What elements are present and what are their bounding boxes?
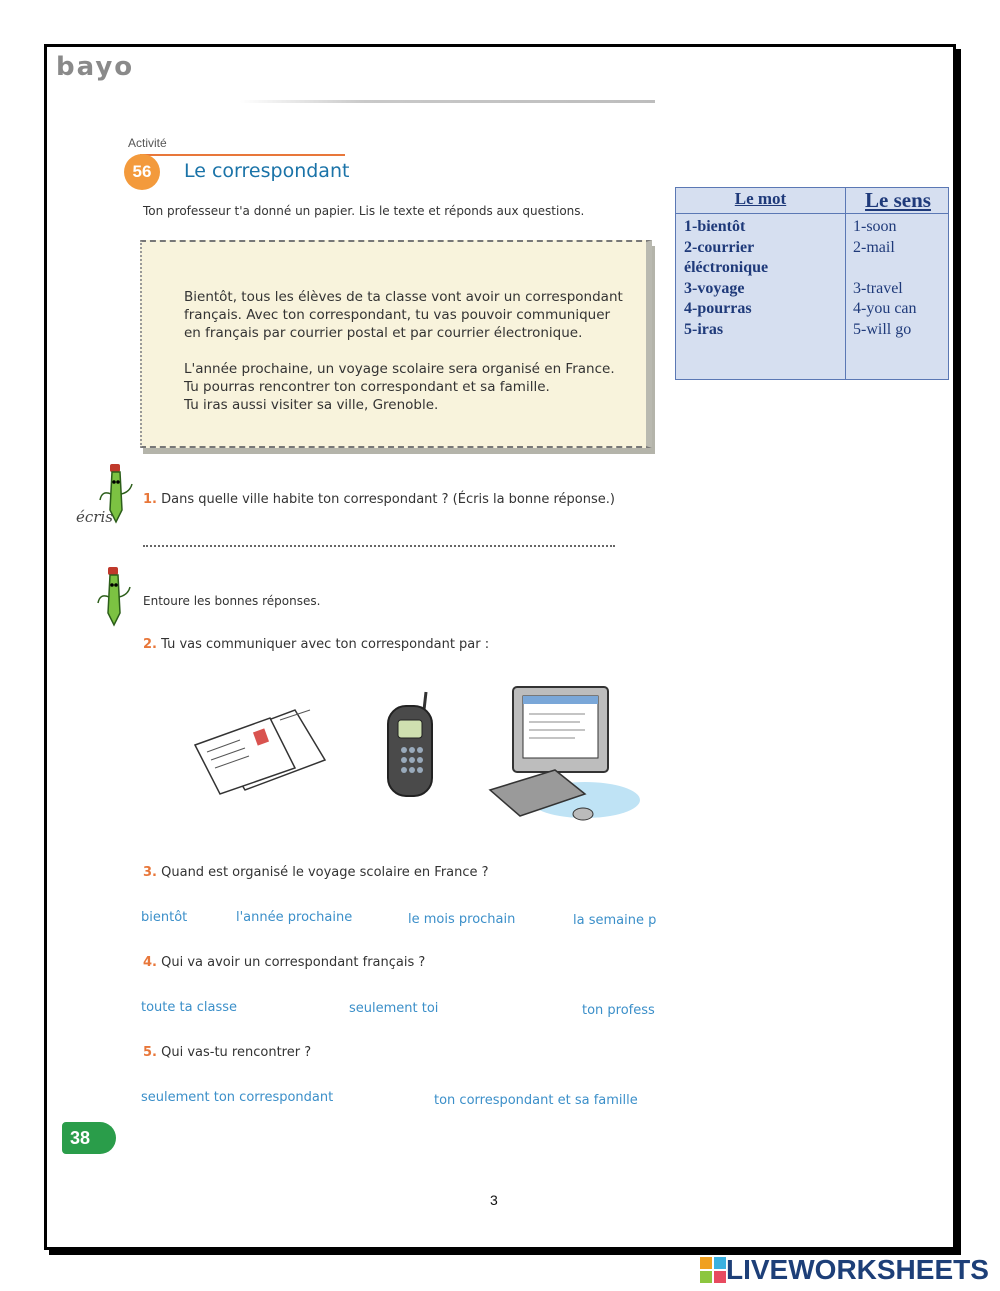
ecris-label: écris [76, 508, 113, 526]
answer-option[interactable]: ton profess [582, 1003, 655, 1018]
answer-option[interactable]: la semaine p [573, 913, 656, 928]
key [417, 757, 423, 763]
word-item: éléctronique [684, 259, 769, 276]
question-text: Dans quelle ville habite ton correspondant ? (Écris la bonne réponse.) [161, 492, 615, 507]
question-number: 1. [143, 492, 157, 507]
key [417, 747, 423, 753]
reading-line: Tu pourras rencontrer ton correspondant et sa famille. [184, 379, 550, 395]
question-number: 3. [143, 865, 157, 880]
vocab-table [675, 187, 949, 380]
answer-option[interactable]: toute ta classe [141, 1000, 237, 1015]
reading-paragraph-2 [184, 360, 629, 414]
meaning-item: 3-travel [853, 279, 903, 297]
logo-text: bayo [56, 52, 135, 82]
answer-option[interactable]: seulement ton correspondant [141, 1090, 334, 1105]
pencil-eye [112, 480, 116, 484]
key [409, 747, 415, 753]
question-3 [143, 865, 489, 880]
word-item: 5-iras [684, 320, 724, 338]
mobile-phone-icon[interactable] [378, 690, 448, 800]
entoure-instruction: Entoure les bonnes réponses. [143, 594, 321, 608]
phone-screen [398, 720, 422, 738]
mouse [573, 808, 593, 820]
answer-line-input[interactable] [143, 545, 615, 547]
pencil-eye [110, 583, 114, 587]
grid-cell [700, 1257, 712, 1269]
header-rule [240, 100, 655, 103]
pencil-character-icon [90, 565, 134, 631]
book-page-badge: 38 [62, 1122, 116, 1154]
reading-line: Tu iras aussi visiter sa ville, Grenoble. [184, 397, 439, 413]
pencil-cap [108, 567, 118, 575]
question-text: Tu vas communiquer avec ton correspondant par : [161, 637, 490, 652]
pencil-arm [100, 493, 111, 500]
question-2 [143, 637, 489, 652]
liveworksheets-wordmark: LIVEWORKSHEETS [726, 1254, 989, 1285]
question-1 [143, 492, 615, 507]
header-meaning: Le sens [865, 188, 931, 212]
key [401, 747, 407, 753]
meaning-list [853, 217, 948, 340]
key [401, 757, 407, 763]
grid-cell [700, 1271, 712, 1283]
reading-text-box [140, 240, 652, 448]
word-item: 2-courrier [684, 238, 755, 256]
table-column-divider [845, 188, 846, 379]
instruction-text: Ton professeur t'a donné un papier. Lis le texte et réponds aux questions. [143, 204, 585, 218]
monitor-screen [523, 696, 598, 758]
meaning-item: 5-will go [853, 320, 912, 338]
meaning-item: 2-mail [853, 238, 895, 256]
word-item: 1-bientôt [684, 218, 746, 235]
pencil-cap [110, 464, 120, 472]
page-number: 3 [490, 1192, 498, 1208]
activity-rule [140, 154, 345, 156]
word-item: 4-pourras [684, 300, 752, 317]
envelope-letters-icon[interactable] [185, 690, 335, 800]
pencil-arm [119, 587, 130, 597]
word-item: 3-voyage [684, 279, 745, 297]
key [417, 767, 423, 773]
meaning-item: 4-you can [853, 300, 917, 317]
key [409, 767, 415, 773]
activity-title: Le correspondant [184, 160, 350, 182]
question-text: Quand est organisé le voyage scolaire en France ? [161, 865, 489, 880]
table-header-divider [676, 213, 948, 214]
activity-label: Activité [128, 136, 167, 150]
logo [56, 52, 134, 82]
antenna [424, 692, 426, 710]
computer-icon[interactable] [485, 682, 640, 822]
pencil-eye [114, 583, 118, 587]
reading-paragraph-1: Bientôt, tous les élèves de ta classe vont avoir un correspondant français. Avec ton correspondant, tu vas pouvoir communiquer en français par courrier postal et par courrier électronique. [184, 289, 623, 341]
question-number: 5. [143, 1045, 157, 1060]
liveworksheets-logo[interactable] [700, 1255, 989, 1285]
grid-cell [714, 1271, 726, 1283]
question-text: Qui vas-tu rencontrer ? [161, 1045, 312, 1060]
answer-option[interactable]: l'année prochaine [236, 910, 353, 925]
question-text: Qui va avoir un correspondant français ? [161, 955, 426, 970]
answer-option[interactable]: bientôt [141, 910, 188, 925]
header-word: Le mot [734, 189, 787, 208]
window-titlebar [523, 696, 598, 704]
pencil-eye [116, 480, 120, 484]
key [401, 767, 407, 773]
key [409, 757, 415, 763]
answer-option[interactable]: seulement toi [349, 1001, 439, 1016]
meaning-item: 1-soon [853, 218, 897, 235]
question-number: 4. [143, 955, 157, 970]
reading-line: L'année prochaine, un voyage scolaire sera organisé en France. [184, 361, 615, 377]
question-4 [143, 955, 425, 970]
meaning-item [853, 258, 948, 279]
pencil-arm [121, 484, 132, 494]
answer-option[interactable]: le mois prochain [408, 912, 516, 927]
grid-cell [714, 1257, 726, 1269]
activity-number-badge: 56 [124, 154, 160, 190]
pencil-arm [98, 596, 109, 603]
question-number: 2. [143, 637, 157, 652]
word-list [684, 217, 844, 340]
pencil-body [108, 575, 120, 625]
liveworksheets-grid-icon [700, 1257, 726, 1283]
question-5 [143, 1045, 311, 1060]
answer-option[interactable]: ton correspondant et sa famille [434, 1093, 638, 1108]
